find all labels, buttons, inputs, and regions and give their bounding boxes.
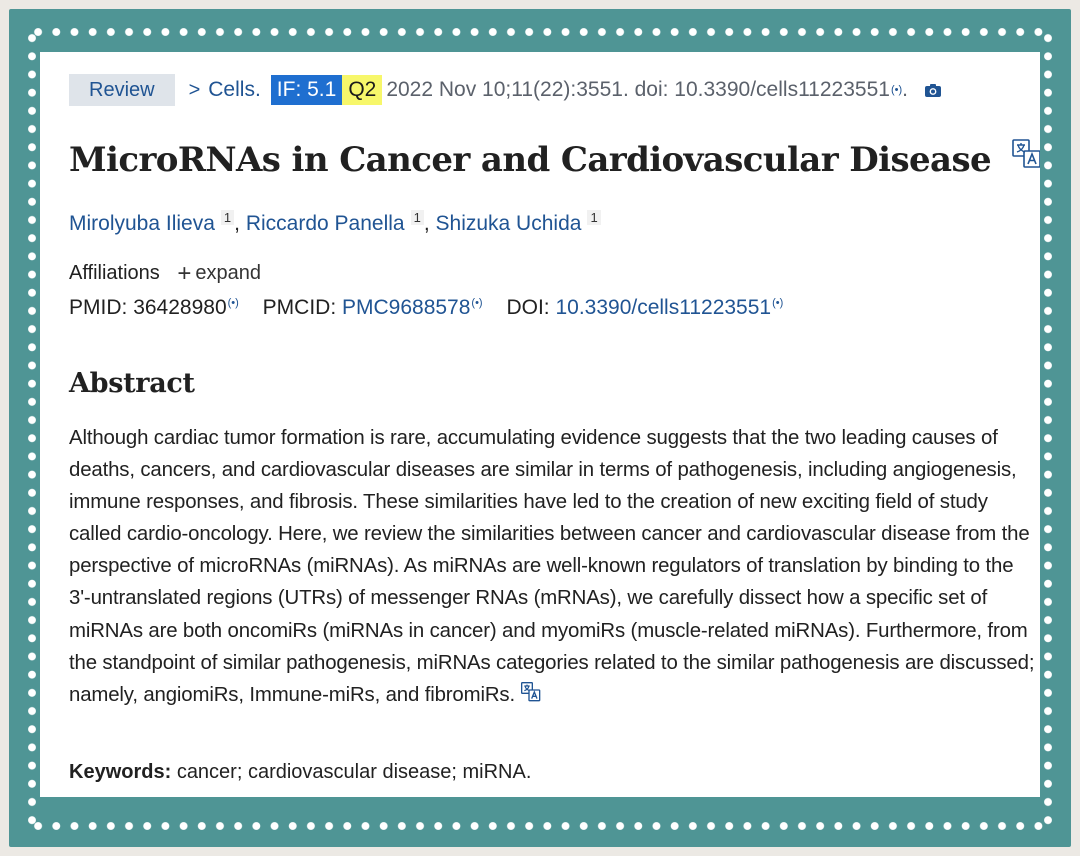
identifiers-row (69, 296, 783, 320)
author-list (69, 210, 601, 236)
affiliations-expand-button[interactable] (177, 260, 261, 287)
article-title-row (69, 138, 1040, 180)
pmcid-link[interactable]: PMC9688578 (342, 296, 471, 319)
article-card (40, 52, 1040, 797)
frame-dots-top (29, 26, 1051, 38)
translate-icon[interactable] (521, 680, 541, 700)
signal-icon[interactable]: (•) (471, 297, 483, 309)
abstract-heading: Abstract (69, 368, 195, 399)
quartile-badge: Q2 (342, 75, 382, 105)
author-link[interactable]: Riccardo Panella (245, 212, 405, 235)
keywords-value: cancer; cardiovascular disease; miRNA. (176, 761, 532, 783)
frame-dots-right (1042, 29, 1054, 827)
chevron-right-icon: > (188, 78, 201, 101)
affiliations-row (69, 260, 261, 288)
keywords-label: Keywords: (69, 761, 172, 783)
plus-icon: + (177, 260, 192, 287)
affiliation-marker[interactable]: 1 (221, 210, 234, 225)
author-separator: , (234, 212, 240, 235)
translate-icon[interactable] (1012, 138, 1040, 168)
affiliation-marker[interactable]: 1 (411, 210, 424, 225)
article-title: MicroRNAs in Cancer and Cardiovascular Disease (69, 140, 992, 180)
signal-icon[interactable]: (•) (890, 84, 903, 96)
affiliation-marker[interactable]: 1 (587, 210, 600, 225)
author-link[interactable]: Mirolyuba Ilieva (69, 212, 215, 235)
affiliations-label: Affiliations (69, 262, 160, 284)
citation-text: 2022 Nov 10;11(22):3551. doi: 10.3390/cells11223551 (386, 78, 890, 101)
camera-icon[interactable] (924, 81, 942, 99)
impact-factor-badge: IF: 5.1 (271, 75, 343, 105)
doi-label: DOI: (506, 296, 550, 319)
author-link[interactable]: Shizuka Uchida (435, 212, 582, 235)
citation-trail: . (902, 78, 908, 101)
signal-icon[interactable]: (•) (772, 297, 784, 309)
frame-dots-left (26, 29, 38, 827)
author-separator: , (423, 212, 430, 235)
abstract-body (69, 422, 1037, 711)
expand-label: expand (195, 262, 261, 284)
citation-line (69, 74, 942, 106)
journal-link[interactable]: Cells. (208, 78, 261, 101)
keywords-row (69, 761, 531, 784)
pmid-value: 36428980 (133, 296, 227, 319)
doi-link[interactable]: 10.3390/cells11223551 (555, 296, 772, 319)
signal-icon[interactable]: (•) (227, 297, 239, 309)
frame-dots-bottom (29, 820, 1051, 832)
abstract-text: Although cardiac tumor formation is rare, accumulating evidence suggests that the two leading causes of deaths, cancers, and cardiovascular diseases are similar in terms of pathogenesis, including angiogenesis, immune responses, and fibrosis. These similarities have led to the creation of new exciting field of study called cardio-oncology. Here, we review the similarities between cancer and cardiovascular disease from the perspective of microRNAs (miRNAs). As miRNAs are well-known regulators of translation by binding to the 3'-untranslated regions (UTRs) of messenger RNAs (mRNAs), we carefully dissect how a specific set of miRNAs are both oncomiRs (miRNAs in cancer) and myomiRs (muscle-related miRNAs). Furthermore, from the standpoint of similar pathogenesis, miRNAs categories related to the similar pathogenesis are discussed; namely, angiomiRs, Immune-miRs, and fibromiRs. (69, 427, 1035, 706)
pmid-label: PMID: (69, 296, 128, 319)
review-badge[interactable]: Review (69, 74, 175, 106)
pmcid-label: PMCID: (262, 296, 337, 319)
